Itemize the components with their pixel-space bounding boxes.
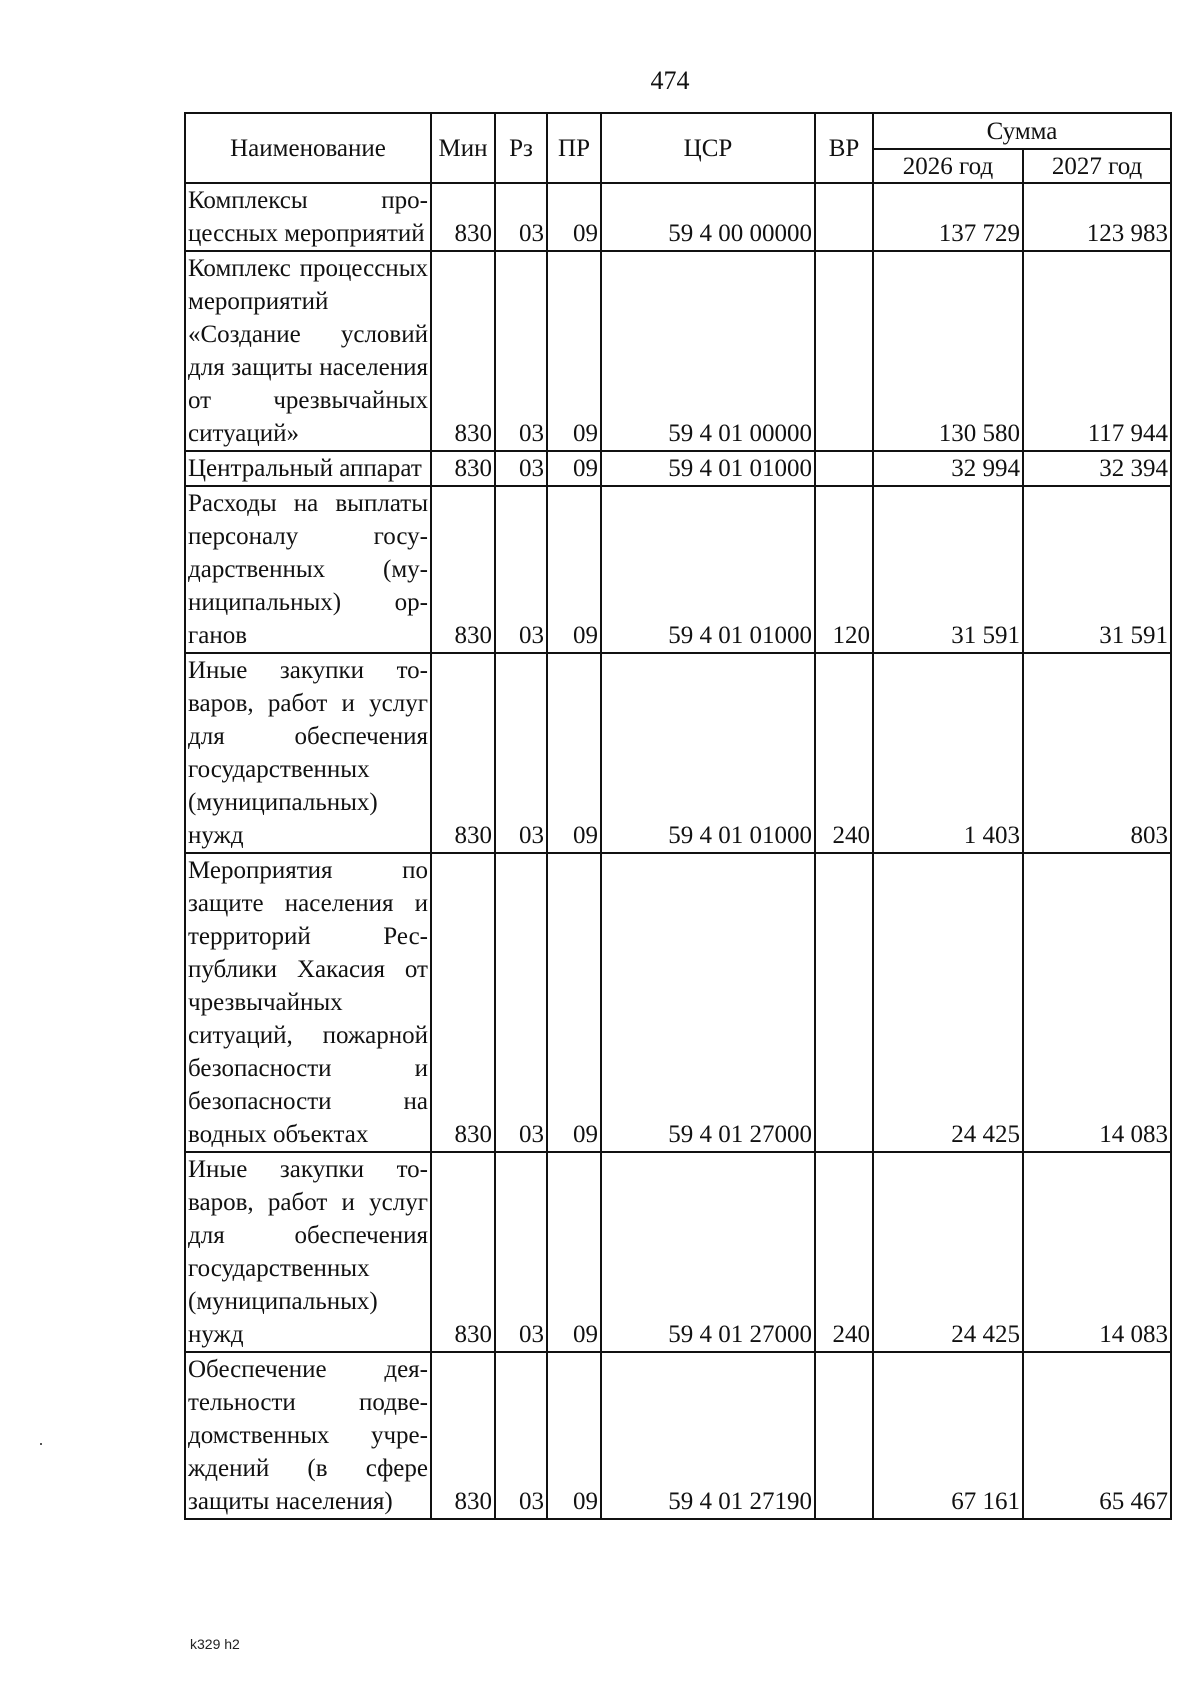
row-csr: 59 4 01 27000 xyxy=(601,1152,815,1352)
row-sum-2027: 117 944 xyxy=(1023,251,1171,451)
row-pr: 09 xyxy=(547,486,601,653)
row-sum-2027: 123 983 xyxy=(1023,183,1171,251)
row-vr xyxy=(815,853,873,1152)
row-min: 830 xyxy=(431,653,495,853)
row-sum-2026: 1 403 xyxy=(873,653,1023,853)
row-sum-2027: 32 394 xyxy=(1023,451,1171,486)
row-pr: 09 xyxy=(547,183,601,251)
row-vr: 240 xyxy=(815,653,873,853)
row-csr: 59 4 01 27190 xyxy=(601,1352,815,1519)
row-csr: 59 4 01 27000 xyxy=(601,853,815,1152)
row-sum-2027: 31 591 xyxy=(1023,486,1171,653)
row-pr: 09 xyxy=(547,1352,601,1519)
row-vr: 120 xyxy=(815,486,873,653)
row-name: Комплексы процессных мероприятий xyxy=(185,183,431,251)
row-rz: 03 xyxy=(495,1152,547,1352)
header-year-2026: 2026 год xyxy=(873,149,1023,183)
row-name: Центральный аппарат xyxy=(185,451,431,486)
table-row xyxy=(185,451,1171,486)
row-csr: 59 4 00 00000 xyxy=(601,183,815,251)
row-vr xyxy=(815,1352,873,1519)
scan-speck xyxy=(40,1443,42,1445)
row-csr: 59 4 01 01000 xyxy=(601,451,815,486)
row-name: Иные закупки товаров, работ и услуг для обеспечения государственных (муниципальных) нужд xyxy=(185,1152,431,1352)
row-vr: 240 xyxy=(815,1152,873,1352)
row-csr: 59 4 01 01000 xyxy=(601,486,815,653)
row-sum-2026: 24 425 xyxy=(873,853,1023,1152)
row-sum-2026: 67 161 xyxy=(873,1352,1023,1519)
row-sum-2026: 137 729 xyxy=(873,183,1023,251)
page-number: 474 xyxy=(650,66,690,95)
header-year-2027: 2027 год xyxy=(1023,149,1171,183)
row-rz: 03 xyxy=(495,451,547,486)
row-name: Иные закупки товаров, работ и услуг для обеспечения государственных (муниципальных) нужд xyxy=(185,653,431,853)
header-pr: ПР xyxy=(547,113,601,183)
row-sum-2027: 803 xyxy=(1023,653,1171,853)
row-name: Расходы на выплаты персоналу государственных (муниципальных) органов xyxy=(185,486,431,653)
table-row xyxy=(185,853,1171,1152)
row-name: Обеспечение деятельности подведомственных учреждений (в сфере защиты населения) xyxy=(185,1352,431,1519)
row-sum-2027: 14 083 xyxy=(1023,1152,1171,1352)
row-sum-2026: 32 994 xyxy=(873,451,1023,486)
header-rz: Рз xyxy=(495,113,547,183)
row-name: Комплекс процессных мероприятий «Создание условий для защиты населения от чрезвычайных ситуаций» xyxy=(185,251,431,451)
table-row xyxy=(185,183,1171,251)
row-min: 830 xyxy=(431,486,495,653)
row-min: 830 xyxy=(431,251,495,451)
row-sum-2026: 31 591 xyxy=(873,486,1023,653)
row-sum-2027: 14 083 xyxy=(1023,853,1171,1152)
row-rz: 03 xyxy=(495,1352,547,1519)
row-sum-2026: 24 425 xyxy=(873,1152,1023,1352)
header-sum: Сумма xyxy=(873,113,1171,149)
header-vr: ВР xyxy=(815,113,873,183)
row-sum-2026: 130 580 xyxy=(873,251,1023,451)
row-sum-2027: 65 467 xyxy=(1023,1352,1171,1519)
header-min: Мин xyxy=(431,113,495,183)
row-rz: 03 xyxy=(495,853,547,1152)
row-pr: 09 xyxy=(547,653,601,853)
row-min: 830 xyxy=(431,1352,495,1519)
row-name: Мероприятия по защите населения и территорий Республики Хакасия от чрезвычайных ситуаций, пожарной безопасности и безопасности на водных объектах xyxy=(185,853,431,1152)
table-row xyxy=(185,1152,1171,1352)
row-vr xyxy=(815,451,873,486)
row-vr xyxy=(815,251,873,451)
footer-code: k329 h2 xyxy=(190,1636,240,1652)
table-row xyxy=(185,486,1171,653)
row-rz: 03 xyxy=(495,486,547,653)
row-vr xyxy=(815,183,873,251)
budget-table xyxy=(184,112,1172,1520)
row-min: 830 xyxy=(431,451,495,486)
row-rz: 03 xyxy=(495,251,547,451)
header-name: Наименование xyxy=(185,113,431,183)
table-row xyxy=(185,251,1171,451)
row-pr: 09 xyxy=(547,451,601,486)
row-pr: 09 xyxy=(547,1152,601,1352)
row-min: 830 xyxy=(431,853,495,1152)
row-min: 830 xyxy=(431,1152,495,1352)
row-rz: 03 xyxy=(495,183,547,251)
row-csr: 59 4 01 01000 xyxy=(601,653,815,853)
table-row xyxy=(185,1352,1171,1519)
row-min: 830 xyxy=(431,183,495,251)
row-pr: 09 xyxy=(547,251,601,451)
table-row xyxy=(185,653,1171,853)
header-csr: ЦСР xyxy=(601,113,815,183)
row-rz: 03 xyxy=(495,653,547,853)
row-csr: 59 4 01 00000 xyxy=(601,251,815,451)
row-pr: 09 xyxy=(547,853,601,1152)
